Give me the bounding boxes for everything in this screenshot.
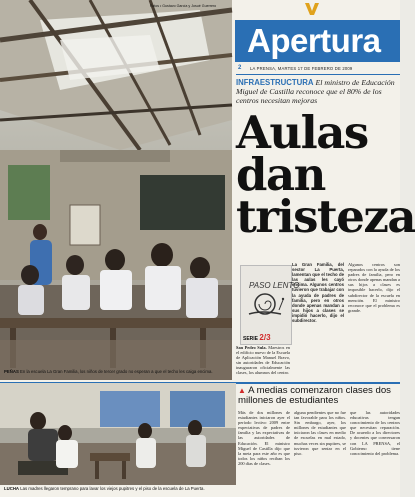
sub-story-column-1 [238, 410, 290, 496]
photo-caption-text: En la escuela La Gran Familia, los niños de tercer grado no esperan a que el techo les caiga encima. [20, 369, 213, 374]
sub-story-column-3 [350, 410, 400, 496]
sub-story-headline [238, 386, 400, 407]
kicker [236, 78, 400, 105]
dateline: LA PRENSA, MARTES 17 DE FEBRERO DE 2009 [250, 66, 353, 71]
newspaper-logo-icon [305, 3, 319, 15]
classroom-photo-illustration [0, 0, 232, 380]
photo-caption [4, 369, 232, 374]
body-column-1-text: Maestros en el edificio nuevo de la Escuela de Aplicación Manuel Bravo, sin autoridades de Educación inauguraron oficialmente las clases, los alumnos del centro. [236, 345, 290, 376]
sub-photo-caption-tag: LUCHA [4, 486, 20, 491]
body-column-3 [348, 262, 400, 380]
headline-line-1: Aulas [236, 106, 368, 159]
cartoon-graphic [240, 265, 300, 345]
body-column-2-text: La Gran Familia, del sector La Puerta, lamentan que el techo de las aulas les cayó encima. Algunos centros tuvieron que trabajar con la ayuda de padres de familia, pero en otros donde apenas mandan a sus hijos a clases se impidió hacerlo, dijo el subdirector. [292, 262, 344, 324]
sub-story-column-2 [294, 410, 346, 496]
page-number: 2 [238, 65, 242, 71]
sub-story-column-1-text: Más de dos millones de estudiantes iniciaron ayer el período lectivo 2009 entre expectativas de padres de familia y las expectativas de las autoridades de Educación. El ministro Miguel de Castilla dijo que la meta para este año es que todos los niños reciban los 200 días de clases. [238, 410, 290, 466]
body-column-1-lead: San Pedro Sula. [236, 345, 267, 350]
snail-cartoon-icon [241, 266, 300, 332]
sub-story-headline-text: A medias comenzaron clases dos millones de estudiantes [238, 385, 391, 407]
kicker-text: El ministro de Educación Miguel de Castilla reconoce que el 80% de los centros necesitan mejoras [236, 78, 395, 105]
series-number: 2/3 [259, 333, 271, 342]
sub-photo-caption-text: Las madres llegaron temprano para lavar los viejos pupitres y el piso de la escuela de La Puerta. [20, 486, 205, 491]
masthead-divider [236, 74, 400, 75]
headline-line-3: tristeza [236, 190, 415, 243]
photo-caption-tag: PEÑAS [4, 369, 19, 374]
kicker-label: INFRAESTRUCTURA [236, 78, 314, 87]
cartoon-caption: PASO LENTO [249, 281, 300, 290]
photo-credit: Fotos • Gustavo García y Josué Guerrero [150, 4, 217, 8]
body-column-1 [236, 345, 290, 381]
sub-story-column-2-text: alguna pendientes que no fue tan favorable para los niños. Sin embargo, ayer, los millones de estudiantes que iniciaron las clases en medio de escuelas en mal estado, muchas veces sin pupitres, se tuvieron que sentar en el piso. [294, 410, 346, 456]
headline [236, 106, 415, 243]
headline-line-2: dan [236, 148, 325, 201]
sub-story-column-3-text: que las autoridades educativas tengan conocimiento de los centros que necesitan reparación. De acuerdo a los directores y docentes que conversaron con LA PRENSA, el Gobierno tiene conocimiento del problema. [350, 410, 400, 456]
body-column-3-text: Algunos centros son reparados con la ayuda de los padres de familia, pero en otros donde apenas mandan a sus hijos a clases es imposible hacerlo, dijo el subdirector de la escuela en mención. El ministro reconoce que el problema es grande. [348, 262, 400, 313]
sub-story-photo [0, 383, 236, 485]
body-column-2 [292, 262, 344, 380]
sub-photo-caption [4, 486, 236, 491]
triangle-bullet-icon: ▲ [238, 386, 246, 395]
series-label [243, 333, 271, 342]
classroom-photo [0, 0, 232, 380]
section-title: Apertura [247, 22, 381, 59]
series-label-text: SERIE [243, 336, 259, 342]
mothers-cleaning-photo [0, 383, 236, 485]
